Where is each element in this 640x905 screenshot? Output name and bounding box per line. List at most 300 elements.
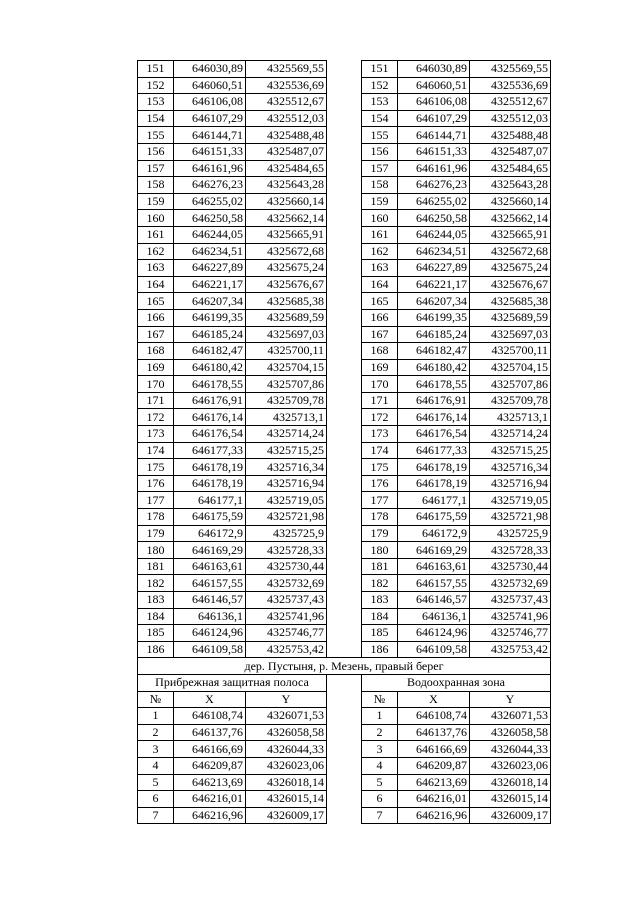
left-x-coordinate: 646176,14 bbox=[174, 409, 246, 426]
right-point-number: 175 bbox=[362, 459, 398, 476]
left-point-number: 184 bbox=[138, 608, 174, 625]
left-x-coordinate: 646250,58 bbox=[174, 210, 246, 227]
right-x-coordinate: 646163,61 bbox=[398, 558, 470, 575]
right-x-coordinate: 646182,47 bbox=[398, 343, 470, 360]
left-x-coordinate: 646107,29 bbox=[174, 110, 246, 127]
right-y-coordinate: 4326009,17 bbox=[470, 807, 551, 824]
left-point-number: 181 bbox=[138, 558, 174, 575]
left-x-coordinate: 646172,9 bbox=[174, 525, 246, 542]
right-y-coordinate: 4325569,55 bbox=[470, 61, 551, 78]
table-row bbox=[138, 608, 551, 625]
left-point-number: 168 bbox=[138, 343, 174, 360]
table-row bbox=[138, 326, 551, 343]
gap-cell bbox=[327, 343, 362, 360]
gap-cell bbox=[327, 741, 362, 758]
left-y-coordinate: 4325569,55 bbox=[246, 61, 327, 78]
table-row bbox=[138, 77, 551, 94]
right-x-coordinate: 646178,55 bbox=[398, 376, 470, 393]
coordinates-top-body bbox=[138, 61, 551, 658]
left-point-number: 180 bbox=[138, 542, 174, 559]
right-x-coordinate: 646106,08 bbox=[398, 94, 470, 111]
right-x-coordinate: 646144,71 bbox=[398, 127, 470, 144]
gap-cell bbox=[327, 691, 362, 708]
left-point-number: 1 bbox=[138, 708, 174, 725]
right-y-coordinate: 4326058,58 bbox=[470, 724, 551, 741]
table-row bbox=[138, 625, 551, 642]
right-x-coordinate: 646109,58 bbox=[398, 641, 470, 658]
gap-cell bbox=[327, 442, 362, 459]
left-y-coordinate: 4325715,25 bbox=[246, 442, 327, 459]
gap-cell bbox=[327, 376, 362, 393]
gap-cell bbox=[327, 392, 362, 409]
right-point-number: 169 bbox=[362, 359, 398, 376]
left-x-coordinate: 646216,96 bbox=[174, 807, 246, 824]
left-x-coordinate: 646175,59 bbox=[174, 509, 246, 526]
right-y-coordinate: 4325488,48 bbox=[470, 127, 551, 144]
right-y-coordinate: 4325536,69 bbox=[470, 77, 551, 94]
right-point-number: 173 bbox=[362, 426, 398, 443]
right-y-coordinate: 4326023,06 bbox=[470, 757, 551, 774]
right-point-number: 170 bbox=[362, 376, 398, 393]
left-zone-header: Прибрежная защитная полоса bbox=[138, 674, 327, 691]
right-x-coordinate: 646172,9 bbox=[398, 525, 470, 542]
left-x-coordinate: 646060,51 bbox=[174, 77, 246, 94]
table-row bbox=[138, 509, 551, 526]
gap-cell bbox=[327, 110, 362, 127]
table-row bbox=[138, 359, 551, 376]
table-row bbox=[138, 160, 551, 177]
left-y-coordinate: 4325697,03 bbox=[246, 326, 327, 343]
right-y-coordinate: 4325676,67 bbox=[470, 276, 551, 293]
left-y-coordinate: 4326044,33 bbox=[246, 741, 327, 758]
table-row bbox=[138, 226, 551, 243]
table-row bbox=[138, 392, 551, 409]
left-point-number: 174 bbox=[138, 442, 174, 459]
right-y-coordinate: 4325487,07 bbox=[470, 143, 551, 160]
left-x-coordinate: 646144,71 bbox=[174, 127, 246, 144]
right-y-coordinate: 4325643,28 bbox=[470, 177, 551, 194]
right-x-coordinate: 646030,89 bbox=[398, 61, 470, 78]
right-y-coordinate: 4325730,44 bbox=[470, 558, 551, 575]
left-y-coordinate: 4325488,48 bbox=[246, 127, 327, 144]
right-x-coordinate: 646176,54 bbox=[398, 426, 470, 443]
right-point-number: 158 bbox=[362, 177, 398, 194]
left-y-coordinate: 4325665,91 bbox=[246, 226, 327, 243]
left-y-coordinate: 4325709,78 bbox=[246, 392, 327, 409]
gap-cell bbox=[327, 807, 362, 824]
left-y-coordinate: 4326018,14 bbox=[246, 774, 327, 791]
right-x-coordinate: 646227,89 bbox=[398, 260, 470, 277]
table-row bbox=[138, 741, 551, 758]
right-x-coordinate: 646166,69 bbox=[398, 741, 470, 758]
right-x-coordinate: 646255,02 bbox=[398, 193, 470, 210]
right-point-number: 154 bbox=[362, 110, 398, 127]
right-x-coordinate: 646157,55 bbox=[398, 575, 470, 592]
left-x-coordinate: 646136,1 bbox=[174, 608, 246, 625]
right-y-coordinate: 4325512,03 bbox=[470, 110, 551, 127]
right-x-coordinate: 646221,17 bbox=[398, 276, 470, 293]
right-point-number: 174 bbox=[362, 442, 398, 459]
right-point-number: 165 bbox=[362, 293, 398, 310]
right-x-coordinate: 646185,24 bbox=[398, 326, 470, 343]
left-point-number: 158 bbox=[138, 177, 174, 194]
gap-cell bbox=[327, 459, 362, 476]
left-point-number: 161 bbox=[138, 226, 174, 243]
right-point-number: 163 bbox=[362, 260, 398, 277]
right-x-coordinate: 646177,33 bbox=[398, 442, 470, 459]
table-row bbox=[138, 110, 551, 127]
left-point-number: 153 bbox=[138, 94, 174, 111]
gap-cell bbox=[327, 575, 362, 592]
left-x-coordinate: 646177,1 bbox=[174, 492, 246, 509]
right-x-coordinate: 646234,51 bbox=[398, 243, 470, 260]
left-point-number: 175 bbox=[138, 459, 174, 476]
left-y-coordinate: 4325721,98 bbox=[246, 509, 327, 526]
left-y-coordinate: 4326009,17 bbox=[246, 807, 327, 824]
right-x-coordinate: 646151,33 bbox=[398, 143, 470, 160]
left-point-number: 186 bbox=[138, 641, 174, 658]
table-row bbox=[138, 525, 551, 542]
right-point-number: 166 bbox=[362, 309, 398, 326]
left-point-number: 164 bbox=[138, 276, 174, 293]
left-point-number: 2 bbox=[138, 724, 174, 741]
section-body bbox=[138, 658, 551, 708]
right-x-coordinate: 646178,19 bbox=[398, 459, 470, 476]
right-point-number: 161 bbox=[362, 226, 398, 243]
left-y-coordinate: 4325484,65 bbox=[246, 160, 327, 177]
right-point-number: 186 bbox=[362, 641, 398, 658]
left-x-coordinate: 646178,19 bbox=[174, 459, 246, 476]
gap-cell bbox=[327, 475, 362, 492]
right-x-coordinate: 646207,34 bbox=[398, 293, 470, 310]
left-y-coordinate: 4325746,77 bbox=[246, 625, 327, 642]
right-point-number: 179 bbox=[362, 525, 398, 542]
table-row bbox=[138, 343, 551, 360]
gap-cell bbox=[327, 143, 362, 160]
table-row bbox=[138, 575, 551, 592]
left-x-coordinate: 646178,19 bbox=[174, 475, 246, 492]
left-x-coordinate: 646106,08 bbox=[174, 94, 246, 111]
left-point-number: 172 bbox=[138, 409, 174, 426]
left-point-number: 163 bbox=[138, 260, 174, 277]
left-x-coordinate: 646185,24 bbox=[174, 326, 246, 343]
right-x-coordinate: 646216,01 bbox=[398, 791, 470, 808]
left-x-coordinate: 646207,34 bbox=[174, 293, 246, 310]
right-y-coordinate: 4325707,86 bbox=[470, 376, 551, 393]
left-y-coordinate: 4325689,59 bbox=[246, 309, 327, 326]
right-y-coordinate: 4325721,98 bbox=[470, 509, 551, 526]
right-point-number: 3 bbox=[362, 741, 398, 758]
left-y-coordinate: 4325704,15 bbox=[246, 359, 327, 376]
gap-cell bbox=[327, 774, 362, 791]
right-point-number: 4 bbox=[362, 757, 398, 774]
right-point-number: 7 bbox=[362, 807, 398, 824]
table-row bbox=[138, 309, 551, 326]
right-y-coordinate: 4325484,65 bbox=[470, 160, 551, 177]
left-point-number: 183 bbox=[138, 592, 174, 609]
gap-cell bbox=[327, 177, 362, 194]
gap-cell bbox=[327, 426, 362, 443]
left-x-coordinate: 646180,42 bbox=[174, 359, 246, 376]
left-x-coordinate: 646244,05 bbox=[174, 226, 246, 243]
right-col-y-header: Y bbox=[470, 691, 551, 708]
left-point-number: 166 bbox=[138, 309, 174, 326]
right-point-number: 178 bbox=[362, 509, 398, 526]
right-point-number: 167 bbox=[362, 326, 398, 343]
right-point-number: 152 bbox=[362, 77, 398, 94]
left-y-coordinate: 4325512,03 bbox=[246, 110, 327, 127]
right-y-coordinate: 4325709,78 bbox=[470, 392, 551, 409]
left-x-coordinate: 646255,02 bbox=[174, 193, 246, 210]
left-x-coordinate: 646157,55 bbox=[174, 575, 246, 592]
right-x-coordinate: 646146,57 bbox=[398, 592, 470, 609]
gap-cell bbox=[327, 127, 362, 144]
table-row bbox=[138, 459, 551, 476]
gap-cell bbox=[327, 558, 362, 575]
left-x-coordinate: 646109,58 bbox=[174, 641, 246, 658]
left-x-coordinate: 646234,51 bbox=[174, 243, 246, 260]
left-point-number: 182 bbox=[138, 575, 174, 592]
right-y-coordinate: 4325672,68 bbox=[470, 243, 551, 260]
left-x-coordinate: 646216,01 bbox=[174, 791, 246, 808]
table-row bbox=[138, 409, 551, 426]
right-point-number: 155 bbox=[362, 127, 398, 144]
right-col-no-header: № bbox=[362, 691, 398, 708]
left-point-number: 170 bbox=[138, 376, 174, 393]
right-x-coordinate: 646124,96 bbox=[398, 625, 470, 642]
left-point-number: 160 bbox=[138, 210, 174, 227]
left-point-number: 171 bbox=[138, 392, 174, 409]
left-x-coordinate: 646166,69 bbox=[174, 741, 246, 758]
left-y-coordinate: 4325707,86 bbox=[246, 376, 327, 393]
right-y-coordinate: 4325662,14 bbox=[470, 210, 551, 227]
left-y-coordinate: 4325719,05 bbox=[246, 492, 327, 509]
left-y-coordinate: 4325741,96 bbox=[246, 608, 327, 625]
right-x-coordinate: 646108,74 bbox=[398, 708, 470, 725]
table-row bbox=[138, 94, 551, 111]
right-point-number: 151 bbox=[362, 61, 398, 78]
gap-cell bbox=[327, 243, 362, 260]
right-y-coordinate: 4325725,9 bbox=[470, 525, 551, 542]
table-row bbox=[138, 774, 551, 791]
right-y-coordinate: 4325753,42 bbox=[470, 641, 551, 658]
coordinates-bottom-body bbox=[138, 708, 551, 824]
left-x-coordinate: 646176,91 bbox=[174, 392, 246, 409]
table-row bbox=[138, 210, 551, 227]
left-point-number: 155 bbox=[138, 127, 174, 144]
right-y-coordinate: 4325713,1 bbox=[470, 409, 551, 426]
gap-cell bbox=[327, 509, 362, 526]
right-y-coordinate: 4326071,53 bbox=[470, 708, 551, 725]
table-row bbox=[138, 193, 551, 210]
left-y-coordinate: 4325672,68 bbox=[246, 243, 327, 260]
table-row bbox=[138, 61, 551, 78]
left-point-number: 5 bbox=[138, 774, 174, 791]
left-y-coordinate: 4326058,58 bbox=[246, 724, 327, 741]
gap-cell bbox=[327, 641, 362, 658]
left-y-coordinate: 4326015,14 bbox=[246, 791, 327, 808]
table-row bbox=[138, 475, 551, 492]
table-row bbox=[138, 558, 551, 575]
left-point-number: 154 bbox=[138, 110, 174, 127]
left-y-coordinate: 4325675,24 bbox=[246, 260, 327, 277]
left-x-coordinate: 646182,47 bbox=[174, 343, 246, 360]
right-point-number: 164 bbox=[362, 276, 398, 293]
left-x-coordinate: 646176,54 bbox=[174, 426, 246, 443]
gap-cell bbox=[327, 608, 362, 625]
table-row bbox=[138, 724, 551, 741]
left-y-coordinate: 4325725,9 bbox=[246, 525, 327, 542]
left-y-coordinate: 4325753,42 bbox=[246, 641, 327, 658]
table-row bbox=[138, 807, 551, 824]
left-point-number: 167 bbox=[138, 326, 174, 343]
gap-cell bbox=[327, 492, 362, 509]
right-x-coordinate: 646199,35 bbox=[398, 309, 470, 326]
table-row bbox=[138, 177, 551, 194]
table-row bbox=[138, 426, 551, 443]
gap-cell bbox=[327, 708, 362, 725]
left-y-coordinate: 4325732,69 bbox=[246, 575, 327, 592]
right-y-coordinate: 4325746,77 bbox=[470, 625, 551, 642]
left-x-coordinate: 646177,33 bbox=[174, 442, 246, 459]
right-point-number: 157 bbox=[362, 160, 398, 177]
left-point-number: 178 bbox=[138, 509, 174, 526]
left-x-coordinate: 646146,57 bbox=[174, 592, 246, 609]
left-y-coordinate: 4326071,53 bbox=[246, 708, 327, 725]
right-y-coordinate: 4325715,25 bbox=[470, 442, 551, 459]
left-point-number: 179 bbox=[138, 525, 174, 542]
right-point-number: 183 bbox=[362, 592, 398, 609]
left-point-number: 177 bbox=[138, 492, 174, 509]
left-point-number: 157 bbox=[138, 160, 174, 177]
gap-cell bbox=[327, 409, 362, 426]
left-point-number: 162 bbox=[138, 243, 174, 260]
left-point-number: 159 bbox=[138, 193, 174, 210]
table-row bbox=[138, 243, 551, 260]
left-y-coordinate: 4326023,06 bbox=[246, 757, 327, 774]
table-row bbox=[138, 260, 551, 277]
right-x-coordinate: 646244,05 bbox=[398, 226, 470, 243]
gap-cell bbox=[327, 359, 362, 376]
right-y-coordinate: 4325675,24 bbox=[470, 260, 551, 277]
right-y-coordinate: 4325665,91 bbox=[470, 226, 551, 243]
left-point-number: 173 bbox=[138, 426, 174, 443]
left-x-coordinate: 646124,96 bbox=[174, 625, 246, 642]
right-point-number: 6 bbox=[362, 791, 398, 808]
right-x-coordinate: 646060,51 bbox=[398, 77, 470, 94]
left-y-coordinate: 4325536,69 bbox=[246, 77, 327, 94]
table-row bbox=[138, 542, 551, 559]
section-title: дер. Пустыня, р. Мезень, правый берег bbox=[138, 658, 551, 675]
gap-cell bbox=[327, 592, 362, 609]
left-point-number: 151 bbox=[138, 61, 174, 78]
left-y-coordinate: 4325730,44 bbox=[246, 558, 327, 575]
left-point-number: 6 bbox=[138, 791, 174, 808]
right-y-coordinate: 4325716,94 bbox=[470, 475, 551, 492]
left-col-no-header: № bbox=[138, 691, 174, 708]
left-point-number: 7 bbox=[138, 807, 174, 824]
right-y-coordinate: 4325685,38 bbox=[470, 293, 551, 310]
left-y-coordinate: 4325643,28 bbox=[246, 177, 327, 194]
left-x-coordinate: 646161,96 bbox=[174, 160, 246, 177]
gap-cell bbox=[327, 293, 362, 310]
right-y-coordinate: 4325732,69 bbox=[470, 575, 551, 592]
right-point-number: 1 bbox=[362, 708, 398, 725]
table-row bbox=[138, 293, 551, 310]
right-y-coordinate: 4326015,14 bbox=[470, 791, 551, 808]
gap-cell bbox=[327, 542, 362, 559]
gap-cell bbox=[327, 326, 362, 343]
table-row bbox=[138, 492, 551, 509]
right-point-number: 177 bbox=[362, 492, 398, 509]
right-y-coordinate: 4325660,14 bbox=[470, 193, 551, 210]
right-point-number: 182 bbox=[362, 575, 398, 592]
right-y-coordinate: 4325697,03 bbox=[470, 326, 551, 343]
right-point-number: 172 bbox=[362, 409, 398, 426]
left-x-coordinate: 646137,76 bbox=[174, 724, 246, 741]
left-x-coordinate: 646151,33 bbox=[174, 143, 246, 160]
left-x-coordinate: 646227,89 bbox=[174, 260, 246, 277]
table-row bbox=[138, 276, 551, 293]
gap-cell bbox=[327, 61, 362, 78]
right-x-coordinate: 646216,96 bbox=[398, 807, 470, 824]
left-col-x-header: X bbox=[174, 691, 246, 708]
left-y-coordinate: 4325728,33 bbox=[246, 542, 327, 559]
left-y-coordinate: 4325487,07 bbox=[246, 143, 327, 160]
left-y-coordinate: 4325662,14 bbox=[246, 210, 327, 227]
right-point-number: 171 bbox=[362, 392, 398, 409]
coordinates-table bbox=[137, 60, 551, 824]
left-y-coordinate: 4325660,14 bbox=[246, 193, 327, 210]
left-y-coordinate: 4325512,67 bbox=[246, 94, 327, 111]
left-y-coordinate: 4325700,11 bbox=[246, 343, 327, 360]
left-x-coordinate: 646276,23 bbox=[174, 177, 246, 194]
right-zone-header: Водоохранная зона bbox=[362, 674, 551, 691]
right-point-number: 180 bbox=[362, 542, 398, 559]
left-point-number: 165 bbox=[138, 293, 174, 310]
left-x-coordinate: 646199,35 bbox=[174, 309, 246, 326]
gap-cell bbox=[327, 625, 362, 642]
right-point-number: 176 bbox=[362, 475, 398, 492]
left-point-number: 185 bbox=[138, 625, 174, 642]
left-x-coordinate: 646209,87 bbox=[174, 757, 246, 774]
table-row bbox=[138, 641, 551, 658]
right-x-coordinate: 646169,29 bbox=[398, 542, 470, 559]
right-y-coordinate: 4325716,34 bbox=[470, 459, 551, 476]
left-point-number: 4 bbox=[138, 757, 174, 774]
gap-cell bbox=[327, 77, 362, 94]
right-x-coordinate: 646180,42 bbox=[398, 359, 470, 376]
right-y-coordinate: 4325741,96 bbox=[470, 608, 551, 625]
right-y-coordinate: 4325714,24 bbox=[470, 426, 551, 443]
right-point-number: 162 bbox=[362, 243, 398, 260]
table-row bbox=[138, 143, 551, 160]
gap-cell bbox=[327, 674, 362, 691]
left-x-coordinate: 646163,61 bbox=[174, 558, 246, 575]
gap-cell bbox=[327, 724, 362, 741]
left-y-coordinate: 4325685,38 bbox=[246, 293, 327, 310]
left-x-coordinate: 646030,89 bbox=[174, 61, 246, 78]
gap-cell bbox=[327, 226, 362, 243]
left-point-number: 176 bbox=[138, 475, 174, 492]
right-y-coordinate: 4325512,67 bbox=[470, 94, 551, 111]
right-y-coordinate: 4325728,33 bbox=[470, 542, 551, 559]
left-y-coordinate: 4325676,67 bbox=[246, 276, 327, 293]
left-x-coordinate: 646108,74 bbox=[174, 708, 246, 725]
gap-cell bbox=[327, 757, 362, 774]
right-y-coordinate: 4325737,43 bbox=[470, 592, 551, 609]
right-point-number: 185 bbox=[362, 625, 398, 642]
